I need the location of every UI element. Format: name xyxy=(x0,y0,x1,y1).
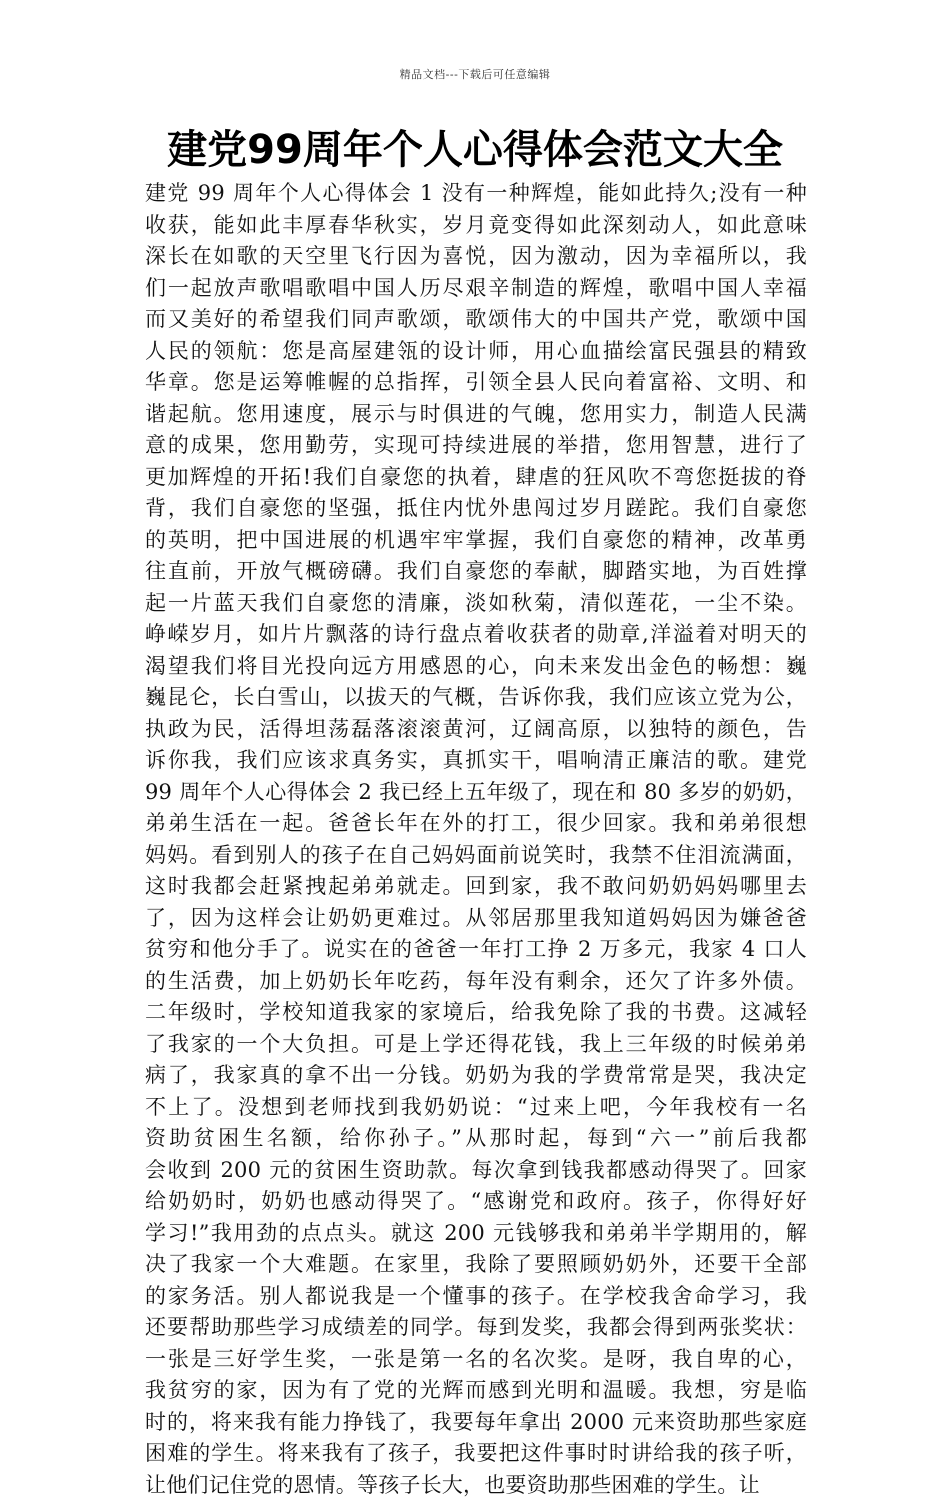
text-line: 决了我家一个大难题。在家里，我除了要照顾奶奶外，还要干全部 xyxy=(145,1249,807,1281)
text-line: 学习!”我用劲的点点头。就这 200 元钱够我和弟弟半学期用的，解 xyxy=(145,1218,807,1250)
text-line: 妈妈。看到别人的孩子在自己妈妈面前说笑时，我禁不住泪流满面， xyxy=(145,840,807,872)
text-line: 峥嵘岁月，如片片飘落的诗行盘点着收获者的勋章,洋溢着对明天的 xyxy=(145,619,807,651)
text-line: 这时我都会赶紧拽起弟弟就走。回到家，我不敢问奶奶妈妈哪里去 xyxy=(145,871,807,903)
text-line: 而又美好的希望我们同声歌颂，歌颂伟大的中国共产党，歌颂中国 xyxy=(145,304,807,336)
text-line: 一张是三好学生奖，一张是第一名的名次奖。是呀，我自卑的心， xyxy=(145,1344,807,1376)
text-line: 诉你我，我们应该求真务实，真抓实干，唱响清正廉洁的歌。建党 xyxy=(145,745,807,777)
text-line: 困难的学生。将来我有了孩子，我要把这件事时时讲给我的孩子听， xyxy=(145,1438,807,1470)
text-line: 们一起放声歌唱歌唱中国人历尽艰辛制造的辉煌，歌唱中国人幸福 xyxy=(145,273,807,305)
text-line: 资助贫困生名额，给你孙子。”从那时起，每到“六一”前后我都 xyxy=(145,1123,807,1155)
text-line: 深长在如歌的天空里飞行因为喜悦，因为激动，因为幸福所以，我 xyxy=(145,241,807,273)
text-line: 更加辉煌的开拓!我们自豪您的执着，肆虐的狂风吹不弯您挺拔的脊 xyxy=(145,462,807,494)
text-line: 收获，能如此丰厚春华秋实，岁月竟变得如此深刻动人，如此意味 xyxy=(145,210,807,242)
text-line: 渴望我们将目光投向远方用感恩的心，向未来发出金色的畅想：巍 xyxy=(145,651,807,683)
text-line: 给奶奶时，奶奶也感动得哭了。“感谢党和政府。孩子，你得好好 xyxy=(145,1186,807,1218)
header-note: 精品文档---下载后可任意编辑 xyxy=(0,66,950,82)
text-line: 二年级时，学校知道我家的家境后，给我免除了我的书费。这减轻 xyxy=(145,997,807,1029)
text-line: 的英明，把中国进展的机遇牢牢掌握，我们自豪您的精神，改革勇 xyxy=(145,525,807,557)
text-line: 我贫穷的家，因为有了党的光辉而感到光明和温暖。我想，穷是临 xyxy=(145,1375,807,1407)
text-line: 病了，我家真的拿不出一分钱。奶奶为我的学费常常是哭，我决定 xyxy=(145,1060,807,1092)
text-line: 让他们记住党的恩情。等孩子长大，也要资助那些困难的学生。让 xyxy=(145,1470,807,1501)
text-line: 贫穷和他分手了。说实在的爸爸一年打工挣 2 万多元，我家 4 口人 xyxy=(145,934,807,966)
body-text xyxy=(145,178,807,1501)
text-line: 的家务活。别人都说我是一个懂事的孩子。在学校我舍命学习，我 xyxy=(145,1281,807,1313)
text-line: 的生活费，加上奶奶长年吃药，每年没有剩余，还欠了许多外债。 xyxy=(145,966,807,998)
text-line: 了，因为这样会让奶奶更难过。从邻居那里我知道妈妈因为嫌爸爸 xyxy=(145,903,807,935)
text-line: 往直前，开放气概磅礴。我们自豪您的奉献，脚踏实地，为百姓撑 xyxy=(145,556,807,588)
text-line: 不上了。没想到老师找到我奶奶说：“过来上吧，今年我校有一名 xyxy=(145,1092,807,1124)
text-line: 执政为民，活得坦荡磊落滚滚黄河，辽阔高原，以独特的颜色，告 xyxy=(145,714,807,746)
text-line: 起一片蓝天我们自豪您的清廉，淡如秋菊，清似莲花，一尘不染。 xyxy=(145,588,807,620)
text-line: 弟弟生活在一起。爸爸长年在外的打工，很少回家。我和弟弟很想 xyxy=(145,808,807,840)
text-line: 人民的领航：您是高屋建瓴的设计师，用心血描绘富民强县的精致 xyxy=(145,336,807,368)
text-line: 谐起航。您用速度，展示与时俱进的气魄，您用实力，制造人民满 xyxy=(145,399,807,431)
text-line: 99 周年个人心得体会 2 我已经上五年级了，现在和 80 多岁的奶奶， xyxy=(145,777,807,809)
text-line: 建党 99 周年个人心得体会 1 没有一种辉煌，能如此持久;没有一种 xyxy=(145,178,807,210)
page-title: 建党99周年个人心得体会范文大全 xyxy=(0,124,950,176)
text-line: 时的，将来我有能力挣钱了，我要每年拿出 2000 元来资助那些家庭 xyxy=(145,1407,807,1439)
text-line: 还要帮助那些学习成绩差的同学。每到发奖，我都会得到两张奖状： xyxy=(145,1312,807,1344)
text-line: 会收到 200 元的贫困生资助款。每次拿到钱我都感动得哭了。回家 xyxy=(145,1155,807,1187)
text-line: 意的成果，您用勤劳，实现可持续进展的举措，您用智慧，进行了 xyxy=(145,430,807,462)
text-line: 巍昆仑，长白雪山，以拔天的气概，告诉你我，我们应该立党为公， xyxy=(145,682,807,714)
text-line: 背，我们自豪您的坚强，抵住内忧外患闯过岁月蹉跎。我们自豪您 xyxy=(145,493,807,525)
text-line: 华章。您是运筹帷幄的总指挥，引领全县人民向着富裕、文明、和 xyxy=(145,367,807,399)
text-line: 了我家的一个大负担。可是上学还得花钱，我上三年级的时候弟弟 xyxy=(145,1029,807,1061)
